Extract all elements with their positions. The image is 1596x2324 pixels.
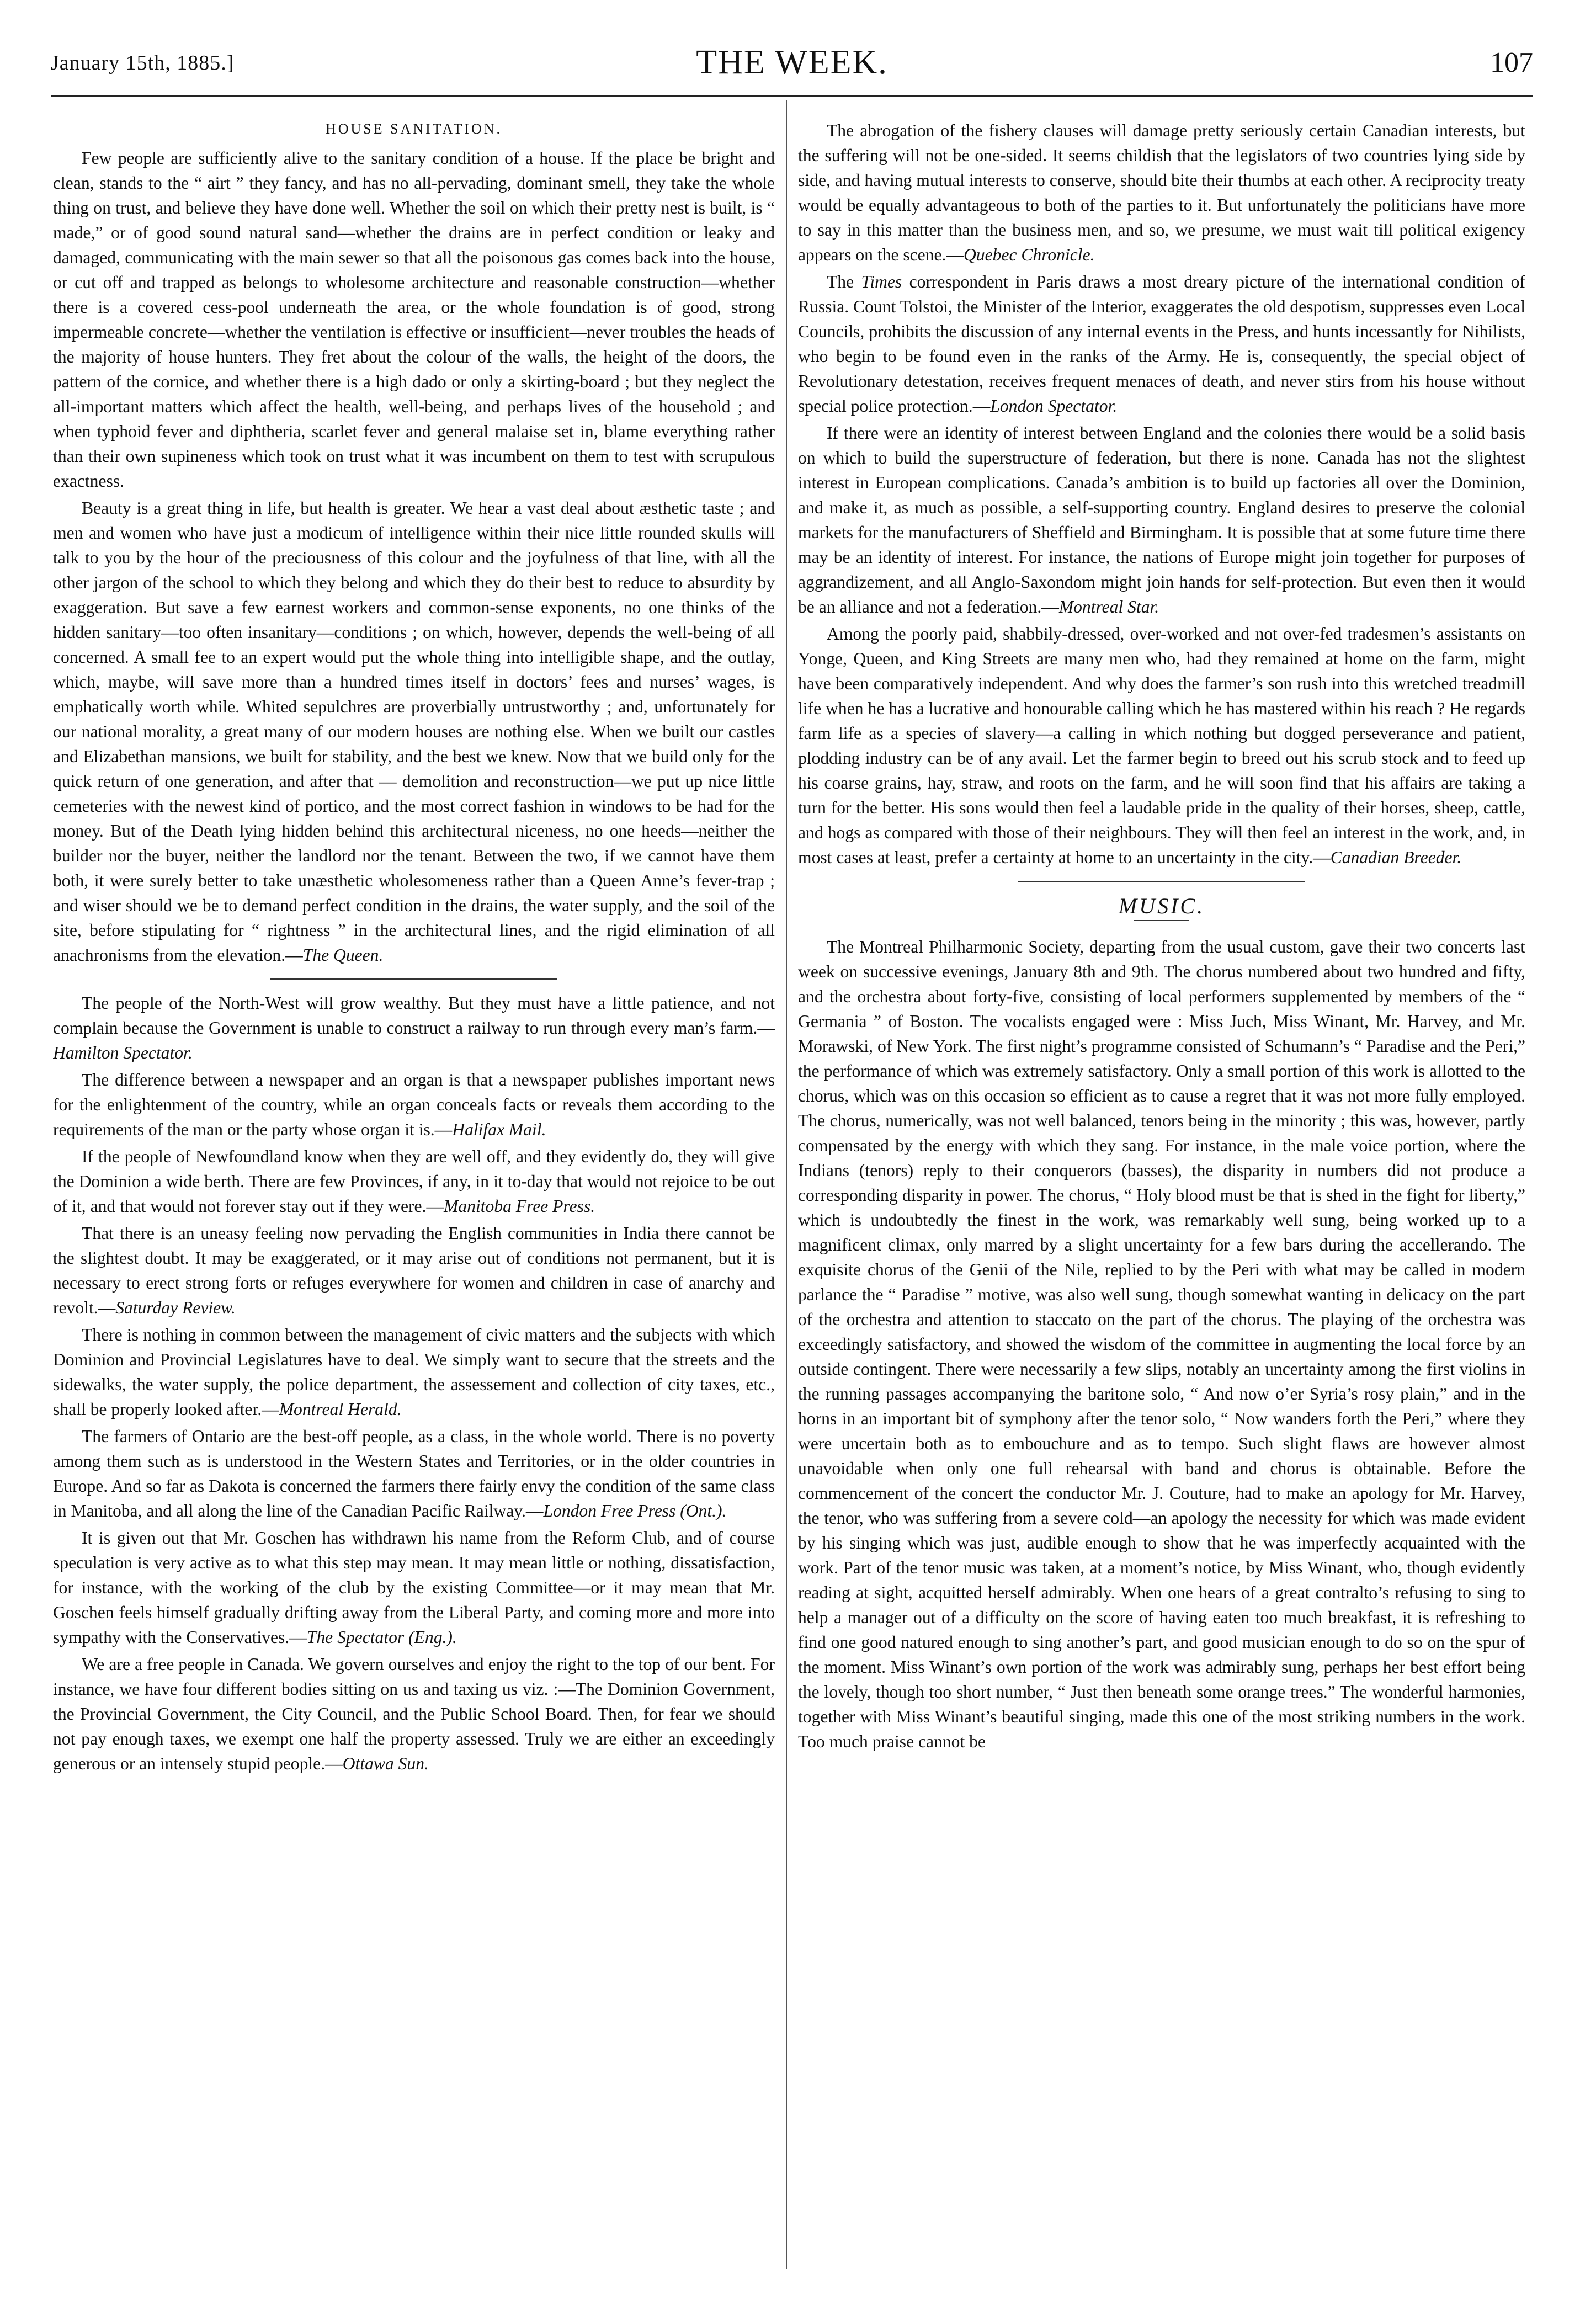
music-article: The Montreal Philharmonic Society, departing from the usual custom, gave their two concerts last week on successive evenings, January 8th and 9th. The chorus numbered about two hundred and fifty, and the orchestra about forty-five, consisting of local performers supplemented by members of the “ Germania ” of Boston. The vocalists engaged were : Miss Juch, Miss Winant, Mr. Harvey, and Mr. Morawski, of New York. The first night’s programme consisted of Schumann’s “ Paradise and the Peri,” the performance of which was extremely satisfactory. Only a small portion of this work is allotted to the chorus, which was on this occasion so efficient as to cause a regret that it was not more fully employed. The chorus, numerically, was not well balanced, tenors being in the minority ; this was, however, partly compensated by the energy with which they sang. For instance, in the male voice portion, where the Indians (tenors) reply to their conquerors (basses), the disparity in numbers did not produce a corresponding disparity in power. The chorus, “ Holy blood must be that is shed in the fight for liberty,” which is undoubtedly the finest in the work, was remarkably well sung, being worked up to a magnificent climax, only marred by a slight uncertainty for a few bars during the accellerando. The exquisite chorus of the Genii of the Nile, replied to by the Peri with what may be called in modern parlance the “ Paradise ” motive, was also well sung, though somewhat wanting in delicacy on the part of the orchestra and attention to staccato on the part of the chorus. The playing of the orchestra was exceedingly satisfactory, and showed the wisdom of the committee in augmenting the local force by an outside contingent. There were necessarily a few slips, notably an uncertainty among the first violins in the running passages accompanying the baritone solo, “ And now o’er Syria’s rosy plain,” and in the horns in an important bit of symphony after the tenor solo, “ Now wanders forth the Peri,” where they were uncertain both as to embouchure and as to tempo. Such slight flaws are however almost unavoidable when only one full rehearsal with band and chorus is obtainable. Before the commencement of the concert the conductor Mr. J. Couture, had to make an apology for Mr. Harvey, the tenor, who was suffering from a severe cold—an apology the necessity for which was made evident by his singing which was just, audible enough to show that he was imperfectly acquainted with the work. Part of the tenor music was taken, at a moment’s notice, by Miss Winant, who, though evidently reading at sight, acquitted herself admirably. When one hears of a great contralto’s refusing to sing to help a manager out of a difficulty on the score of having eaten too much breakfast, it is refreshing to find one good natured enough to sing another’s part, and good musician enough to do so on the spur of the moment. Miss Winant’s own portion of the work was admirably sung, perhaps her best effort being the lovely, though too short number, “ Just then beneath some orange trees.” The wonderful harmonies, together with Miss Winant’s beautiful singing, made this one of the most striking numbers in the work. Too much praise cannot be [798,937,1525,1751]
source-credit: Saturday Review. [115,1298,236,1317]
ontario-farmers-item: The farmers of Ontario are the best-off people, as a class, in the whole world. There is no poverty among them such as is understood in the Western States and Territories, or in the older countries in Europe. And so far as Dakota is concerned the farmers there fairly envy the condition of the same class in Manitoba, and all along the line of the Canadian Pacific Railway.—London Free Press (Ont.). [53,1427,775,1520]
source-credit: The Queen. [302,945,384,965]
times-title: Times [861,272,902,291]
goschen-item: It is given out that Mr. Goschen has withdrawn his name from the Reform Club, and of course speculation is very active as to what this step may mean. It may mean little or nothing, dissatisfaction, for instance, with the working of the club by the existing Committee—or it may mean that Mr. Goschen feels himself gradually drifting away from the Liberal Party, and coming more and more into sympathy with the Conservatives.—The Spectator (Eng.). [53,1528,775,1647]
source-credit: Ottawa Sun. [342,1754,429,1773]
issue-date: January 15th, 1885.] [51,51,235,75]
house-sanitation-paragraph-2: Beauty is a great thing in life, but health is greater. We hear a vast deal about æsthetic taste ; and men and women who have just a modicum of intelligence within their nice little rounded skulls will talk to you by the hour of the preciousness of this colour and the joyfulness of that line, with all the other jargon of the school to which they belong and which they do their best to reduce to absurdity by exaggeration. But save a few earnest workers and common-sense exponents, no one thinks of the hidden sanitary—too often insanitary—conditions ; on which, however, depends the well-being of all concerned. A small fee to an expert would put the whole thing into intelligible shape, and the outlay, which, maybe, will save more than a hundred times itself in doctors’ fees and nurses’ wages, is emphatically worth while. Whited sepulchres are proverbially untrustworthy ; and, unfortunately for our national morality, a great many of our modern houses are nothing else. When we built our castles and Elizabethan mansions, we built for stability, and the best we knew. Now that we build only for the quick return of one generation, and after that — demolition and reconstruction—we put up nice little cemeteries with the newest kind of portico, and the most correct fashion in windows to be had for the money. But of the Death lying hidden behind this architectural niceness, no one heeds—neither the builder nor the buyer, neither the landlord nor the tenant. Between the two, if we cannot have them both, it were surely better to take unæsthetic wholesomeness rather than a Queen Anne’s fever-trap ; and wiser should we be to demand perfect condition in the drains, the water supply, and the soil of the site, before stipulating for “ rightness ” in the architectural lines, and the rigid elimination of all anachronisms from the elevation.—The Queen. [53,498,775,965]
page-header [51,43,1533,94]
source-credit: London Free Press (Ont.). [543,1501,727,1520]
free-people-item: We are a free people in Canada. We govern ourselves and enjoy the right to the top of our bent. For instance, we have four different bodies sitting on us and taxing us viz. :—The Dominion Government, the Provincial Government, the City Council, and the Public School Board. Then, for fear we should not pay enough taxes, we exempt one half the property assessed. Truly we are either an exceedingly generous or an intensely stupid people.—Ottawa Sun. [53,1655,775,1773]
section-rule [1018,881,1305,882]
left-column [53,118,775,2291]
england-colonies-item: If there were an identity of interest between England and the colonies there would be a solid basis on which to build the superstructure of federation, but there is none. Canada has not the slightest interest in European complications. Canada’s ambition is to build up factories all over the Dominion, and make it, as much as possible, a self-supporting country. England desires to preserve the colonial markets for the manufacturers of Sheffield and Birmingham. It is possible that at some future time there may be an identity of interest. For instance, the nations of Europe might join together for purposes of aggrandizement, and all Anglo-Saxondom might join hands for self-protection. But even then it would be an alliance and not a federation.—Montreal Star. [798,423,1525,616]
column-divider [786,100,787,2269]
house-sanitation-paragraph-1: Few people are sufficiently alive to the sanitary condition of a house. If the place be bright and clean, stands to the “ airt ” they fancy, and has no all-pervading, dominant smell, they take the whole thing on trust, and believe they have done well. Whether the soil on which their pretty nest is built, is “ made,” or of good sound natural sand—whether the drains are in perfect condition or leaky and damaged, communicating with the main sewer so that all the poisonous gas comes back into the house, or cut off and trapped as belongs to wholesome architecture and reasonable construction—whether there is a covered cess-pool underneath the area, or the whole foundation is of good, strong impermeable concrete—whether the ventilation is effective or insufficient—never troubles the heads of the majority of house hunters. They fret about the colour of the walls, the height of the doors, the pattern of the cornice, and whether there is a high dado or only a skirting-board ; but they neglect the all-important matters which affect the health, well-being, and perhaps lives of the household ; and when typhoid fever and diphtheria, scarlet fever and general malaise set in, blame everything rather than their own supineness which took on trust what it was incumbent on them to test with scrupulous exactness. [53,148,775,491]
source-credit: Montreal Herald. [279,1400,402,1419]
source-credit: Montreal Star. [1058,597,1159,616]
header-rule [51,95,1533,97]
source-credit: The Spectator (Eng.). [306,1628,457,1647]
russia-item: The Times correspondent in Paris draws a most dreary picture of the international condition of Russia. Count Tolstoi, the Minister of the Interior, exaggerates the old despotism, suppresses even Local Councils, prohibits the discussion of any internal events in the Press, and hunts incessantly for Nihilists, who begin to be found even in the ranks of the Army. He is, consequently, the special object of Revolutionary detestation, receives frequent menaces of death, and never stirs from his house without special police protection.—London Spectator. [798,272,1525,416]
music-heading-rule [1134,920,1189,921]
source-credit: Canadian Breeder. [1330,848,1462,867]
source-credit: Hamilton Spectator. [53,1043,193,1062]
northwest-item: The people of the North-West will grow wealthy. But they must have a little patience, and not complain because the Government is unable to construct a railway to run through every man’s farm.—Hamilton Spectator. [53,993,775,1062]
right-column [798,118,1525,2291]
page-number: 107 [1490,47,1533,78]
farmers-son-item: Among the poorly paid, shabbily-dressed, over-worked and not over-fed tradesmen’s assistants on Yonge, Queen, and King Streets are many men who, had they remained at home on the farm, might have been comparatively independent. And why does the farmer’s son rush into this wretched treadmill life when he has a lucrative and honourable calling which he has mastered within his reach ? He regards farm life as a species of slavery—a calling in which nothing but dogged perseverance and patient, plodding industry can be of any avail. Let the farmer begin to breed out his scrub stock and to feed up his coarse grains, hay, straw, and roots on the farm, and he will soon find that his affairs are taking a turn for the better. His sons would then feel a laudable pride in the quality of their horses, sheep, cattle, and hogs as compared with those of their neighbours. They will then feel an interest in the work, and, in most cases at least, prefer a certainty at home to an uncertainty in the city.—Canadian Breeder. [798,624,1525,867]
newspaper-organ-item: The difference between a newspaper and an organ is that a newspaper publishes important news for the enlightenment of the country, while an organ conceals facts or reveals them according to the requirements of the man or the party whose organ it is.—Halifax Mail. [53,1070,775,1139]
india-item: That there is an uneasy feeling now pervading the English communities in India there cannot be the slightest doubt. It may be exaggerated, or it may arise out of conditions not permanent, but it is necessary to erect strong forts or refuges everywhere for women and children in case of anarchy and revolt.—Saturday Review. [53,1224,775,1317]
source-credit: Manitoba Free Press. [444,1196,595,1216]
house-sanitation-heading: HOUSE SANITATION. [325,121,503,137]
source-credit: London Spectator. [990,396,1118,416]
section-rule [270,978,557,980]
fishery-item: The abrogation of the fishery clauses will damage pretty seriously certain Canadian interests, but the suffering will not be one-sided. It seems childish that the legislators of two countries lying side by side, and having mutual interests to conserve, should bite their thumbs at each other. A reciprocity treaty would be equally advantageous to both of the parties to it. But unfortunately the politicians have more to say in this matter than the business men, and so, we presume, we must wait till political exigency appears on the scene.—Quebec Chronicle. [798,121,1525,264]
source-credit: Quebec Chronicle. [964,245,1095,264]
source-credit: Halifax Mail. [452,1120,546,1139]
newfoundland-item: If the people of Newfoundland know when they are well off, and they evidently do, they will give the Dominion a wide berth. There are few Provinces, if any, in it to-day that would not rejoice to be out of it, and that would not forever stay out if they were.—Manitoba Free Press. [53,1147,775,1216]
masthead-title: THE WEEK. [696,44,888,81]
music-heading: MUSIC. [1118,894,1205,918]
civic-matters-item: There is nothing in common between the management of civic matters and the subjects with which Dominion and Provincial Legislatures have to deal. We simply want to secure that the streets and the sidewalks, the water supply, the police department, the assessement and collection of city taxes, etc., shall be properly looked after.—Montreal Herald. [53,1325,775,1419]
